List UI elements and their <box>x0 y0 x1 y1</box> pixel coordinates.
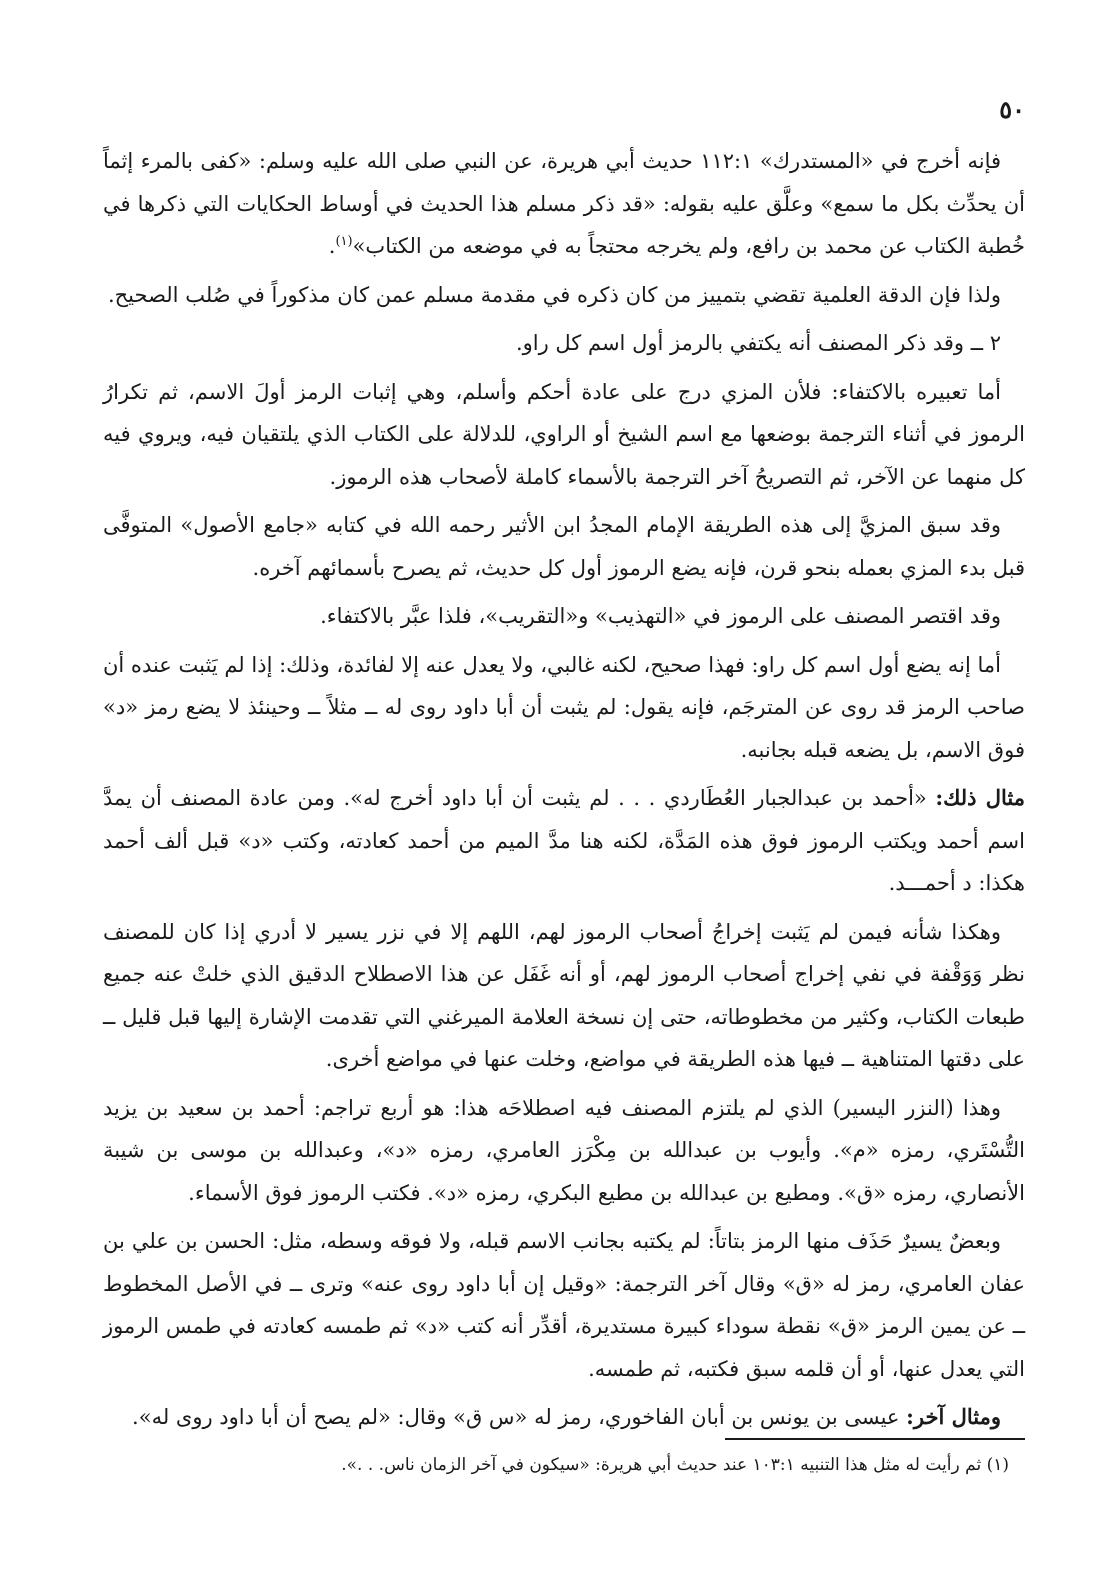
example-paragraph: ومثال آخر: عيسى بن يونس بن أبان الفاخوري، رمز له «س ق» وقال: «لم يصح أن أبا داود روى له». <box>132 1404 1001 1429</box>
footnote-divider <box>725 1438 1025 1440</box>
paragraph: وقد سبق المزيَّ إلى هذه الطريقة الإمام المجدُ ابن الأثير رحمه الله في كتابه «جامع الأصول» المتوفَّى قبل بدء المزي بعمله بنحو قرن، فإنه يضع الرموز أول كل حديث، ثم يصرح بأسمائهم آخره. <box>103 513 1025 580</box>
page-number: ٥٠ <box>999 95 1025 124</box>
footnote: (١) ثم رأيت له مثل هذا التنبيه ١٠٣:١ عند حديث أبي هريرة: «سيكون في آخر الزمان ناس. . .». <box>341 1455 1009 1475</box>
paragraph: فإنه أخرج في «المستدرك» ١١٢:١ حديث أبي هريرة، عن النبي صلى الله عليه وسلم: «كفى بالمرء إثماً أن يحدِّث بكل ما سمع» وعلَّق عليه بقوله: «قد ذكر مسلم هذا الحديث في أوساط الحكايات التي ذكرها في خُطبة الكتاب عن محمد بن رافع، ولم يخرجه محتجاً به في موضعه من الكتاب»$^{(١)}$. <box>103 149 1025 258</box>
example-label: ومثال آخر: <box>906 1404 1001 1429</box>
paragraph: وهذا (النزر اليسير) الذي لم يلتزم المصنف فيه اصطلاحَه هذا: هو أربع تراجم: أحمد بن سعيد بن يزيد التُّسْتَري، رمزه «م». وأيوب بن عبدالله بن مِكْرَز العامري، رمزه «د»، وعبدالله بن موسى بن شيبة الأنصاري، رمزه «ق». ومطيع بن عبدالله بن مطيع البكري، رمزه «د». فكتب الرموز فوق الأسماء. <box>103 1095 1025 1205</box>
paragraph: ولذا فإن الدقة العلمية تقضي بتمييز من كان ذكره في مقدمة مسلم عمن كان مذكوراً في صُلب الصحيح. <box>107 282 1001 307</box>
body-text <box>103 140 1025 1445</box>
example-paragraph: مثال ذلك: «أحمد بن عبدالجبار العُطَاردي . . . لم يثبت أن أبا داود أخرج له». ومن عادة المصنف أن يمدَّ اسم أحمد ويكتب الرموز فوق هذه المَدَّة، لكنه هنا مدَّ الميم من أحمد كعادته، وكتب «د» قبل ألف أحمد هكذا: د أحمـــد. <box>103 785 1025 895</box>
numbered-paragraph: ٢ ــ وقد ذكر المصنف أنه يكتفي بالرمز أول اسم كل راو. <box>515 331 1001 355</box>
paragraph: أما إنه يضع أول اسم كل راو: فهذا صحيح، لكنه غالبي، ولا يعدل عنه إلا لفائدة، وذلك: إذا لم يَثبت عنده أن صاحب الرمز قد روى عن المترجَم، فإنه يقول: لم يثبت أن أبا داود روى له ــ مثلاً ــ وحينئذ لا يضع رمز «د» فوق الاسم، بل يضعه قبله بجانبه. <box>103 652 1025 762</box>
paragraph: وبعضٌ يسيرٌ حَذَف منها الرمز بتاتاً: لم يكتبه بجانب الاسم قبله، ولا فوقه وسطه، مثل: الحسن بن علي بن عفان العامري، رمز له «ق» وقال آخر الترجمة: «وقيل إن أبا داود روى عنه» وترى ــ في الأصل المخطوط ــ عن يمين الرمز «ق» نقطة سوداء كبيرة مستديرة، أقدِّر أنه كتب «د» ثم طمسه كعادته في طمس الرموز التي يعدل عنها، أو أن قلمه سبق فكتبه، ثم طمسه. <box>103 1229 1025 1381</box>
footnote-reference[interactable]: (١) <box>335 234 353 249</box>
example-label: مثال ذلك: <box>935 785 1025 810</box>
paragraph: وهكذا شأنه فيمن لم يَثبت إخراجُ أصحاب الرموز لهم، اللهم إلا في نزر يسير لا أدري إذا كان للمصنف نظر وَوَقْفة في نفي إخراج أصحاب الرموز لهم، أو أنه غَفَل عن هذا الاصطلاح الدقيق الذي خلتْ عنه جميع طبعات الكتاب، وكثير من مخطوطاته، حتى إن نسخة العلامة الميرغني التي تقدمت الإشارة إليها قبل قليل ــ على دقتها المتناهية ــ فيها هذه الطريقة في مواضع، وخلت عنها في مواضع أخرى. <box>103 919 1025 1071</box>
paragraph: أما تعبيره بالاكتفاء: فلأن المزي درج على عادة أحكم وأسلم، وهي إثبات الرمز أولَ الاسم، ثم تكرارُ الرموز في أثناء الترجمة بوضعها مع اسم الشيخ أو الراوي، للدلالة على الكتاب الذي يلتقيان فيه، ويروي فيه كل منهما عن الآخر، ثم التصريحُ آخر الترجمة بالأسماء كاملة لأصحاب هذه الرموز. <box>103 379 1025 489</box>
paragraph: وقد اقتصر المصنف على الرموز في «التهذيب» و«التقريب»، فلذا عبَّر بالاكتفاء. <box>320 604 1001 628</box>
